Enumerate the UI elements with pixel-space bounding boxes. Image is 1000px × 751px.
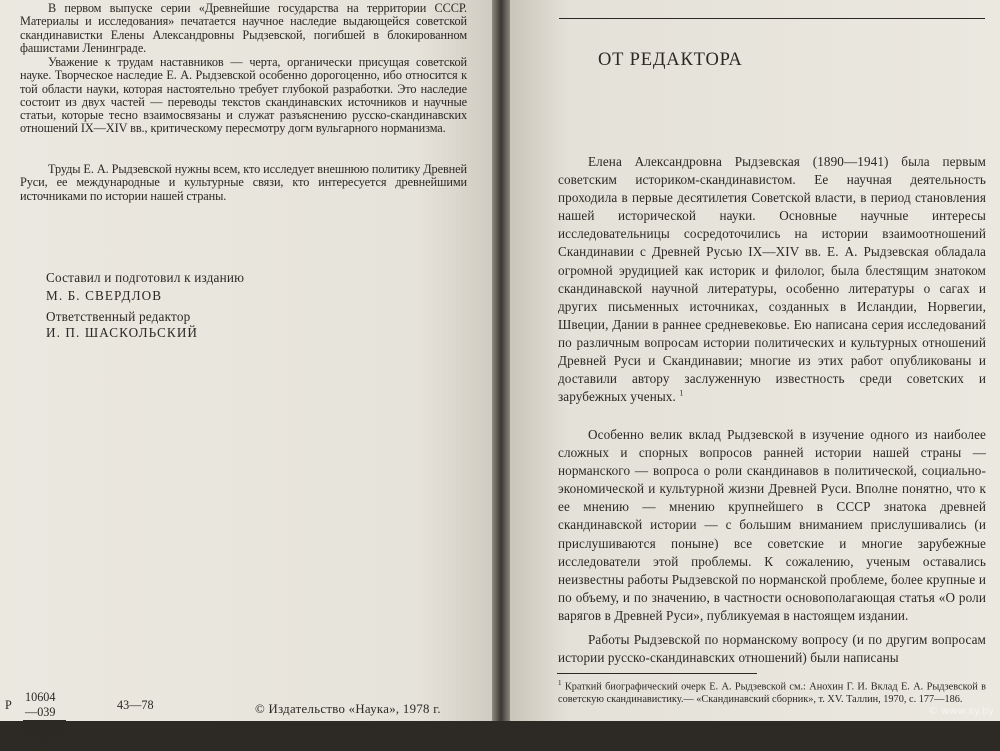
page-title: ОТ РЕДАКТОРА: [598, 50, 743, 70]
right-page: [510, 0, 1000, 721]
intro-paragraph-1: В первом выпуске серии «Древнейшие государства на территории СССР. Материалы и исследования» печатается научное наследие выдающейся советской скандинавистки Елены Александровны Рыдзевской, погибшей в блокированном фашистами Ленинграде.: [20, 1, 467, 55]
copyright-line: © Издательство «Наука», 1978 г.: [255, 702, 441, 716]
footnote-rule: [557, 673, 757, 674]
imprint-fraction: [23, 690, 66, 751]
intro-paragraph-2: Уважение к трудам наставников — черта, органически присущая советской науке. Творческое наследие Е. А. Рыдзевской особенно дорогоценно, ибо относится к той области науки, которая настоятельно требует глубокой разработки. Это наследие состоит из двух частей — переводы текстов скандинавских источников и научные статьи, которые тесно взаимосвязаны и служат разъяснению русско-скандинавских отношений IX—XIV вв., критическому пересмотру догм вульгарного норманизма.: [20, 55, 467, 136]
body-paragraph-1: Елена Александровна Рыдзевская (1890—1941) была первым советским историком-скандинавистом. Ее научная деятельность проходила в первые десятилетия Советской власти, в период становления нашей исторической науки. Основные научные интересы исследовательницы сосредоточились на истории взаимоотношений Скандинавии с Древней Русью IX—XIV вв. Е. А. Рыдзевская обладала огромной эрудицией как историк и филолог, была блестящим знатоком скандинавской научной литературы, особенно литературы о сагах и других письменных источниках, созданных в Исландии, Норвегии, Швеции, Дании в раннее средневековье. Ею написана серия исследований по различным вопросам истории политических и культурных отношений Древней Руси и Скандинавии; многие из этих работ опубликованы и доставили автору заслуженную известность среди советских и зарубежных ученых. $^1$: [558, 154, 986, 405]
imprint-numerator: 10604—039: [23, 690, 66, 721]
footnote-number: 1: [558, 679, 562, 687]
body-paragraph-3: Работы Рыдзевской по норманскому вопросу (и по другим вопросам истории русско-скандинавских отношений) были написаны: [558, 632, 986, 666]
book-gutter: [492, 0, 510, 721]
compiled-label: Составил и подготовил к изданию: [46, 270, 245, 285]
top-rule: [559, 18, 985, 19]
imprint-suffix: 43—78: [117, 698, 154, 712]
imprint-prefix: Р: [5, 698, 12, 712]
footnote-reference: 1: [679, 388, 684, 398]
watermark: © www.ay.by: [927, 706, 994, 717]
body-paragraph-2: Особенно велик вклад Рыдзевской в изучение одного из наиболее сложных и спорных вопросов ранней истории нашей страны — норманского — вопроса о роли скандинавов в политической, социально-экономической и культурной жизни Древней Руси. Вполне понятно, что к ее мнению — мнению крупнейшего в СССР знатока древней скандинавской истории — с большим вниманием прислушивались (и прислушиваются поныне) все советские и многие зарубежные исследователи этой проблемы. К сожалению, ученым оставались неизвестны работы Рыдзевской по норманской проблеме, более крупные и по объему, и по значению, в частности основополагающая статья «О роли варягов в Древней Руси», публикуемая в настоящем издании.: [558, 427, 986, 623]
editor-name: И. П. ШАСКОЛЬСКИЙ: [46, 325, 199, 340]
editor-label: Ответственный редактор: [46, 309, 191, 324]
footnote: [558, 677, 986, 706]
compiled-name: М. Б. СВЕРДЛОВ: [46, 288, 163, 303]
intro-paragraph-3: Труды Е. А. Рыдзевской нужны всем, кто исследует внешнюю политику Древней Руси, ее международные и культурные связи, кто интересуется древнейшими источниками по истории нашей страны.: [20, 162, 467, 203]
imprint-denominator: 042(02)—78: [25, 721, 64, 750]
left-page: [0, 0, 492, 750]
footnote-text: Краткий биографический очерк Е. А. Рыдзевской см.: Анохин Г. И. Вклад Е. А. Рыдзевской в советскую скандинавистику.— «Скандинавский сборник», т. XV. Таллин, 1970, с. 177—186.: [558, 681, 986, 706]
